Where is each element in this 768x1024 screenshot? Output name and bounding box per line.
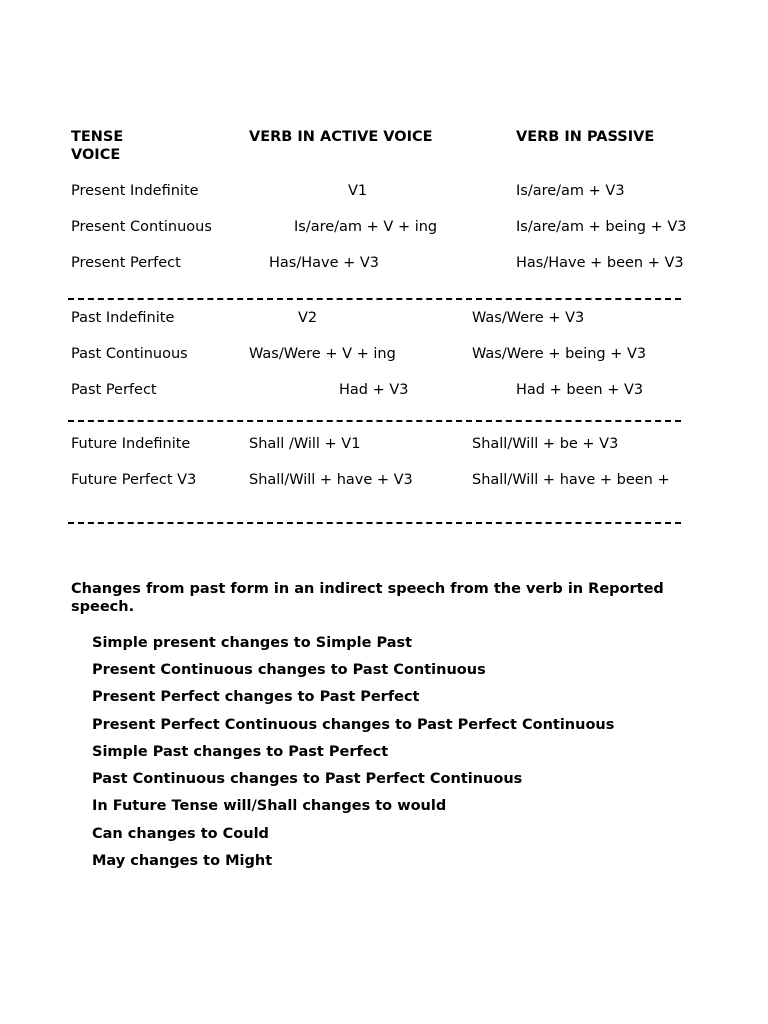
row-past-indefinite-tense: Past Indefinite (71, 310, 175, 326)
row-past-continuous-passive: Was/Were + being + V3 (472, 346, 647, 362)
row-past-continuous-tense: Past Continuous (71, 346, 188, 362)
list-item: In Future Tense will/Shall changes to would (92, 798, 447, 814)
row-future-perfect-tense: Future Perfect V3 (71, 472, 197, 488)
row-present-perfect-tense: Present Perfect (71, 255, 181, 271)
list-item: Past Continuous changes to Past Perfect Continuous (92, 771, 523, 787)
row-future-indefinite-tense: Future Indefinite (71, 436, 191, 452)
row-present-perfect-active: Has/Have + V3 (269, 255, 380, 271)
section-divider (68, 298, 681, 300)
list-item: Simple Past changes to Past Perfect (92, 744, 389, 760)
row-past-perfect-active: Had + V3 (339, 382, 409, 398)
header-active-voice: VERB IN ACTIVE VOICE (249, 129, 433, 145)
list-item: May changes to Might (92, 853, 273, 869)
row-past-perfect-passive: Had + been + V3 (516, 382, 644, 398)
list-item: Present Perfect changes to Past Perfect (92, 689, 420, 705)
row-present-continuous-passive: Is/are/am + being + V3 (516, 219, 687, 235)
list-item: Can changes to Could (92, 826, 269, 842)
row-past-indefinite-active: V2 (298, 310, 318, 326)
row-future-indefinite-active: Shall /Will + V1 (249, 436, 361, 452)
row-future-indefinite-passive: Shall/Will + be + V3 (472, 436, 619, 452)
row-present-continuous-active: Is/are/am + V + ing (294, 219, 438, 235)
row-present-indefinite-tense: Present Indefinite (71, 183, 199, 199)
list-item: Present Continuous changes to Past Continuous (92, 662, 486, 678)
row-past-perfect-tense: Past Perfect (71, 382, 157, 398)
list-item: Present Perfect Continuous changes to Past Perfect Continuous (92, 717, 615, 733)
row-present-continuous-tense: Present Continuous (71, 219, 212, 235)
row-future-perfect-passive: Shall/Will + have + been + (472, 472, 670, 488)
header-passive-voice: VERB IN PASSIVE (516, 129, 655, 145)
row-future-perfect-active: Shall/Will + have + V3 (249, 472, 413, 488)
row-past-indefinite-passive: Was/Were + V3 (472, 310, 585, 326)
list-item: Simple present changes to Simple Past (92, 635, 413, 651)
section-divider (68, 522, 681, 524)
row-present-indefinite-active: V1 (348, 183, 368, 199)
changes-heading: Changes from past form in an indirect speech from the verb in Reported speech. (71, 581, 664, 615)
section-divider (68, 420, 681, 422)
row-present-indefinite-passive: Is/are/am + V3 (516, 183, 625, 199)
header-tense-voice: TENSE VOICE (71, 129, 124, 163)
row-present-perfect-passive: Has/Have + been + V3 (516, 255, 684, 271)
row-past-continuous-active: Was/Were + V + ing (249, 346, 396, 362)
